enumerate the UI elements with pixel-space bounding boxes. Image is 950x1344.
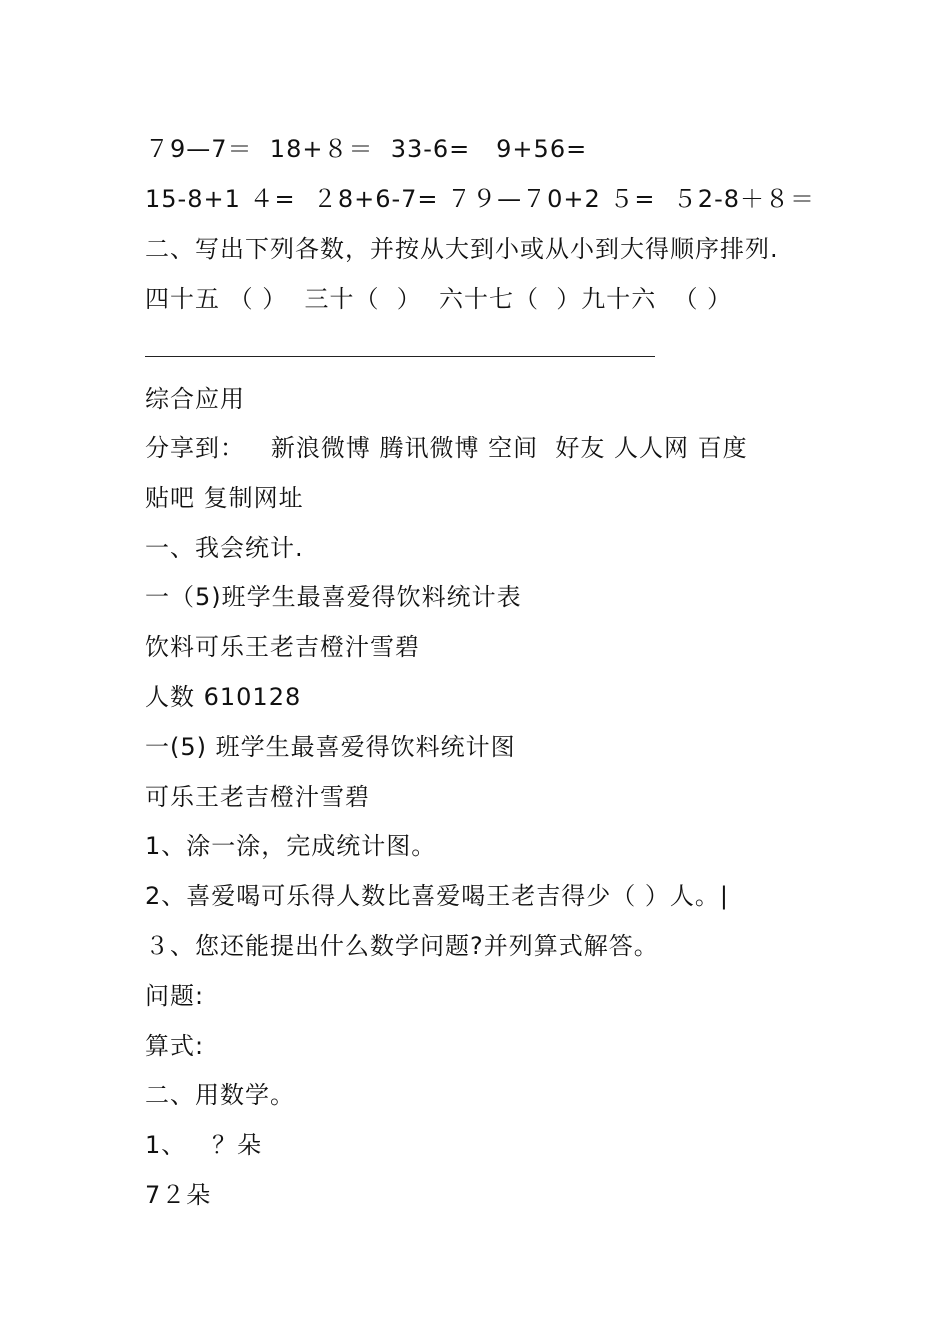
word-problem-1: 1、 ？朵 [145, 1131, 263, 1159]
statistics-heading: 一、我会统计. [145, 534, 304, 562]
question-3: ３、您还能提出什么数学问题?并列算式解答。 [145, 932, 659, 960]
arithmetic-row-1: ７9—7＝ 18+８＝ 33-6= 9+56= [145, 135, 588, 163]
formula-label: 算式: [145, 1032, 205, 1060]
number-words-row: 四十五 （ ） 三十（ ） 六十七（ ）九十六 （ ） [145, 285, 733, 313]
section-use-math-heading: 二、用数学。 [145, 1081, 295, 1109]
share-to-line-continued: 贴吧 复制网址 [145, 484, 304, 512]
section-two-heading: 二、写出下列各数，并按从大到小或从小到大得顺序排列. [145, 235, 779, 263]
problem-label: 问题: [145, 982, 205, 1010]
answer-line [145, 356, 655, 357]
comprehensive-application-heading: 综合应用 [145, 385, 245, 413]
table-row-counts: 人数 610128 [145, 683, 302, 711]
word-problem-1-value: 7２朵 [145, 1181, 212, 1209]
table-title: 一（5)班学生最喜爱得饮料统计表 [145, 583, 522, 611]
arithmetic-row-2: 15-8+1 ４= ２8+6-7= ７９—７0+2 ５= ５2-8＋８＝ [145, 185, 816, 213]
chart-title: 一(5) 班学生最喜爱得饮料统计图 [145, 733, 516, 761]
question-2: 2、喜爱喝可乐得人数比喜爱喝王老吉得少（ ）人。| [145, 882, 729, 910]
table-row-drinks: 饮料可乐王老吉橙汁雪碧 [145, 633, 420, 661]
question-1: 1、涂一涂，完成统计图。 [145, 832, 437, 860]
chart-categories: 可乐王老吉橙汁雪碧 [145, 783, 370, 811]
share-to-line: 分享到： 新浪微博 腾讯微博 空间 好友 人人网 百度 [145, 434, 748, 462]
